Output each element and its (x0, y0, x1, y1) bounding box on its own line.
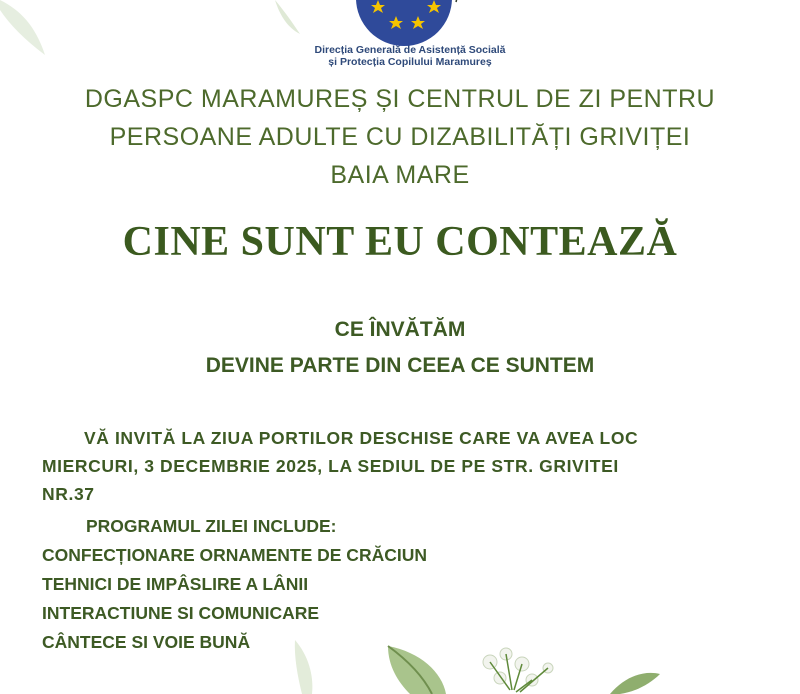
invitation-line-2: MIERCURI, 3 DECEMBRIE 2025, LA SEDIUL DE PE STR. GRIVITEI (42, 456, 619, 476)
invitation-line-3: NR.37 (42, 484, 95, 504)
organization-caption-line-2: și Protecția Copilului Maramureș (328, 56, 492, 68)
header-line-1: DGASPC MARAMUREȘ ȘI CENTRUL DE ZI PENTRU (84, 85, 716, 113)
motto-line-1: CE ÎNVĂTĂM (334, 318, 466, 341)
invitation-text (42, 424, 758, 508)
header-line-2: PERSOANE ADULTE CU DIZABILITĂȚI GRIVIȚEI (109, 123, 691, 151)
organization-caption-line-1: Direcția Generală de Asistență Socială (314, 44, 506, 56)
program-title: PROGRAMUL ZILEI INCLUDE: (86, 516, 337, 536)
program-item: TEHNICI DE IMPÂSLIRE A LÂNII (42, 574, 309, 594)
program-item: CONFECȚIONARE ORNAMENTE DE CRĂCIUN (42, 545, 427, 565)
organization-caption (300, 44, 520, 68)
leaf-decoration-bottom-right (600, 670, 670, 694)
invitation-line-1: VĂ INVITĂ LA ZIUA PORTILOR DESCHISE CARE VA AVEA LOC (84, 428, 639, 448)
motto-line-2: DEVINE PARTE DIN CEEA CE SUNTEM (205, 354, 595, 377)
header-line-3: BAIA MARE (330, 161, 470, 189)
header-organizers (0, 80, 800, 194)
leaf-decoration-top-left (0, 0, 60, 60)
program-list (42, 512, 758, 657)
eu-flag-logo (334, 0, 474, 50)
leaf-decoration-top-right (260, 0, 320, 40)
program-item: CÂNTECE SI VOIE BUNĂ (42, 632, 251, 652)
event-title: CINE SUNT EU CONTEAZĂ (122, 219, 678, 265)
event-motto (0, 312, 800, 384)
program-item: INTERACTIUNE SI COMUNICARE (42, 603, 320, 623)
